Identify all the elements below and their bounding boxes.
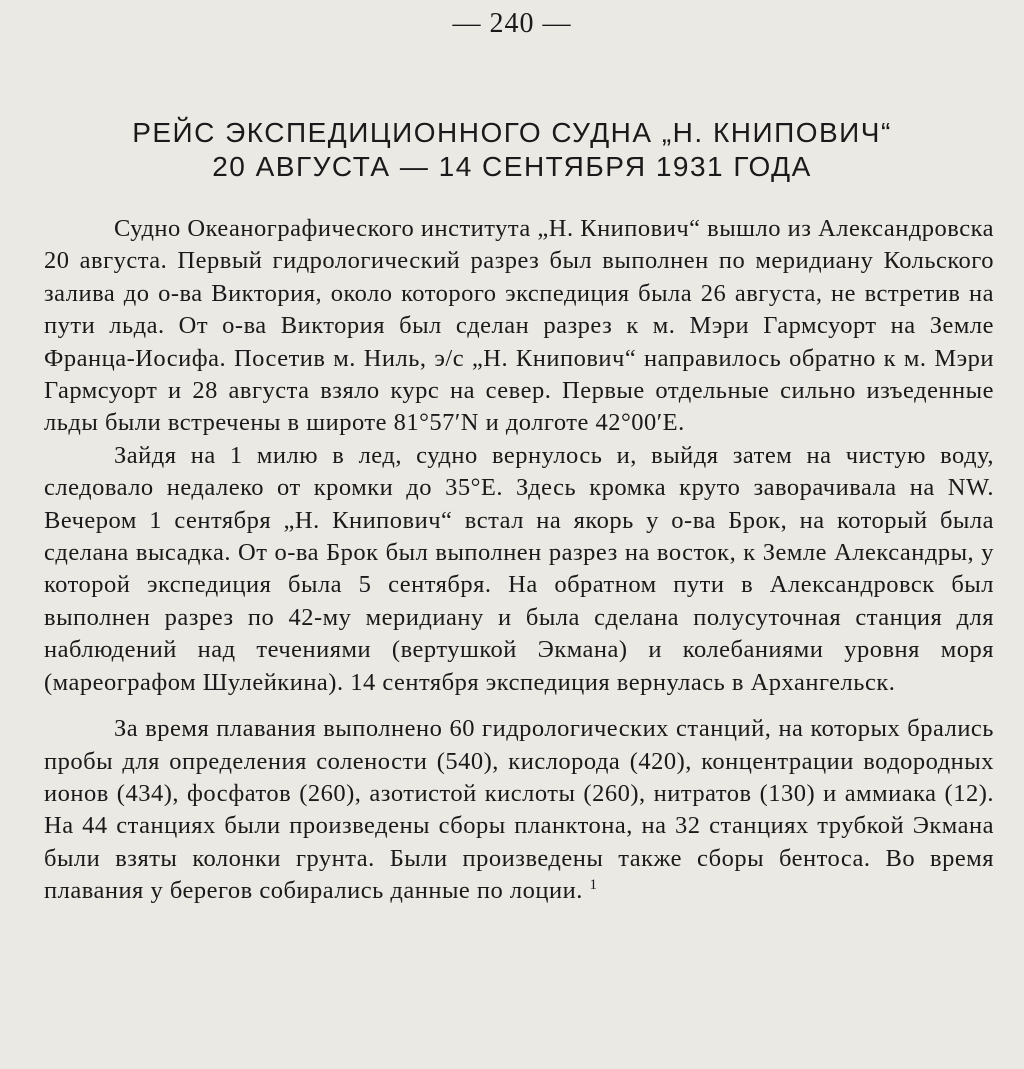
page-number: — 240 — (452, 8, 572, 39)
article-body (44, 213, 994, 908)
paragraph-2: Зайдя на 1 милю в лед, судно вернулось и, выйдя затем на чистую воду, следовало недалеко от кромки до 35°E. Здесь кромка круто заворачивала на NW. Вечером 1 сентября „Н. Книпович“ встал на якорь у о-ва Брок, на который была сделана высадка. От о-ва Брок был выполнен разрез на восток, к Земле Александры, у которой экспедиция была 5 сентября. На обратном пути в Александровск был выполнен разрез по 42-му меридиану и была сделана полусуточная станция для наблюдений над течениями (вертушкой Экмана) и колебаниями уровня моря (мареографом Шулейкина). 14 сентября экспедиция вернулась в Архангельск. (44, 441, 994, 696)
paragraph-1: Судно Океанографического института „Н. Книпович“ вышло из Александровска 20 августа. Первый гидрологический разрез был выполнен по меридиану Кольского залива до о-ва Виктория, около которого экспедиция была 26 августа, не встретив на пути льда. От о-ва Виктория был сделан разрез к м. Мэри Гармсуорт на Земле Франца-Иосифа. Посетив м. Ниль, э/с „Н. Книпович“ направилось обратно к м. Мэри Гармсуорт и 28 августа взяло курс на север. Первые отдельные сильно изъеденные льды были встречены в широте 81°57′N и долготе 42°00′E. (44, 215, 994, 437)
footnote-marker: 1 (589, 876, 598, 893)
title-line-2: 20 АВГУСТА — 14 СЕНТЯБРЯ 1931 ГОДА (212, 151, 812, 182)
paragraph-3 (44, 713, 994, 907)
paragraph-3-text: За время плавания выполнено 60 гидрологических станций, на которых брались пробы для определения солености (540), кислорода (420), концентрации водородных ионов (434), фосфатов (260), азотистой кислоты (260), нитратов (130) и аммиака (12). На 44 станциях были произведены сборы планктона, на 32 станциях трубкой Экмана были взяты колонки грунта. Были произведены также сборы бентоса. Во время плавания у берегов собирались данные по лоции. (44, 715, 994, 905)
article-title (0, 116, 1024, 184)
title-line-1: РЕЙС ЭКСПЕДИЦИОННОГО СУДНА „Н. КНИПОВИЧ“ (132, 117, 892, 148)
